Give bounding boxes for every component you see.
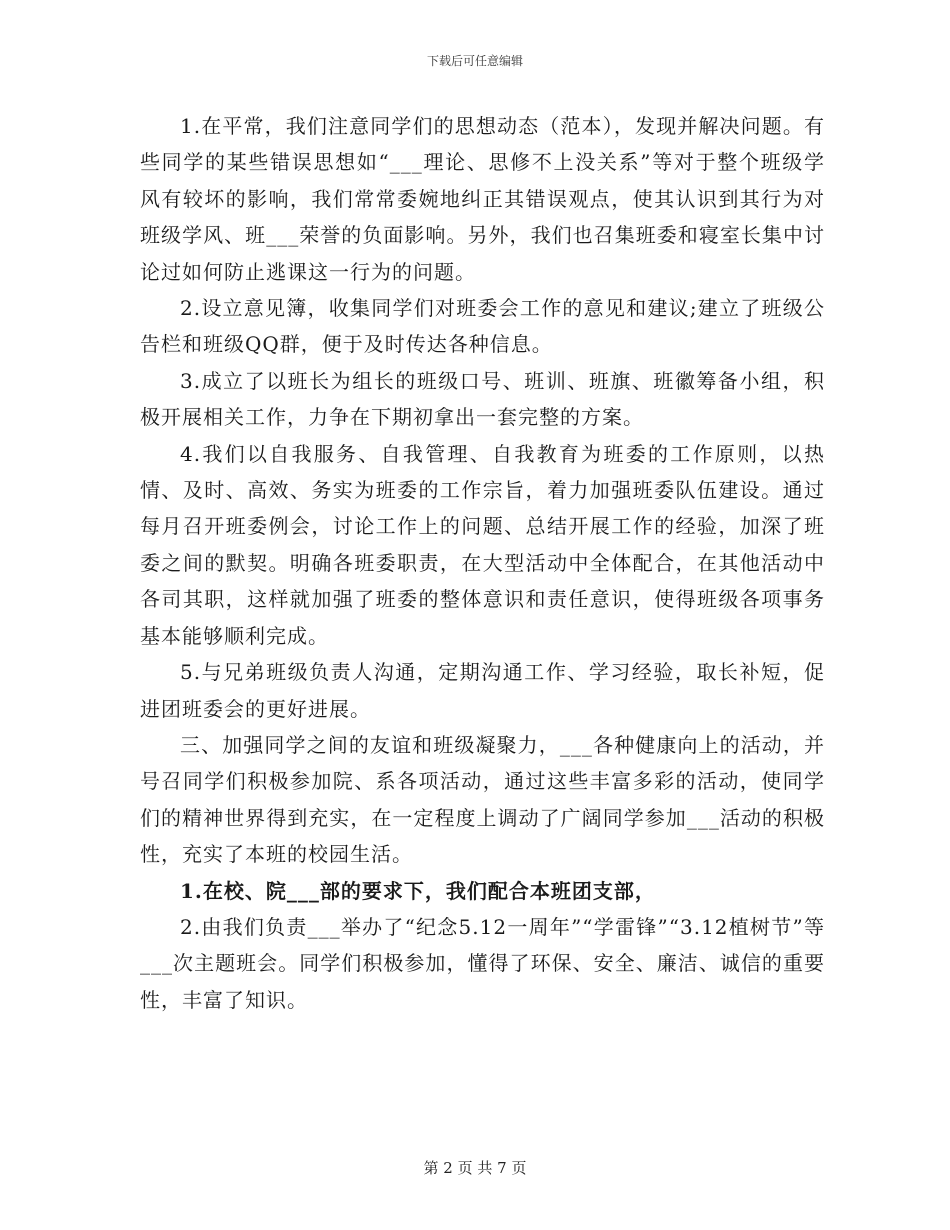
paragraph-2: 2.设立意见簿，收集同学们对班委会工作的意见和建议;建立了班级公告栏和班级QQ群，便于及时传达各种信息。: [140, 296, 825, 357]
paragraph-1: 1.在平常，我们注意同学们的思想动态（范本），发现并解决问题。有些同学的某些错误思想如“___理论、思修不上没关系”等对于整个班级学风有较坏的影响，我们常常委婉地纠正其错误观点，使其认识到其行为对班级学风、班___荣誉的负面影响。另外，我们也召集班委和寝室长集中讨论过如何防止逃课这一行为的问题。: [140, 114, 825, 284]
document-body: [140, 108, 825, 1018]
page-header: 下载后可任意编辑: [426, 54, 523, 68]
paragraph-5: 5.与兄弟班级负责人沟通，定期沟通工作、学习经验，取长补短，促进团班委会的更好进展。: [140, 660, 825, 721]
paragraph-4: 4.我们以自我服务、自我管理、自我教育为班委的工作原则，以热情、及时、高效、务实为班委的工作宗旨，着力加强班委队伍建设。通过每月召开班委例会，讨论工作上的问题、总结开展工作的经验，加深了班委之间的默契。明确各班委职责，在大型活动中全体配合，在其他活动中各司其职，这样就加强了班委的整体意识和责任意识，使得班级各项事务基本能够顺利完成。: [140, 441, 825, 648]
paragraph-section-3: 三、加强同学之间的友谊和班级凝聚力，___各种健康向上的活动，并号召同学们积极参加院、系各项活动，通过这些丰富多彩的活动，使同学们的精神世界得到充实，在一定程度上调动了广阔同学参加___活动的积极性，充实了本班的校园生活。: [140, 732, 825, 867]
page-footer: 第 2 页 共 7 页: [423, 1159, 527, 1177]
paragraph-last: 2.由我们负责___举办了“纪念5.12一周年”“学雷锋”“3.12植树节”等___次主题班会。同学们积极参加，懂得了环保、安全、廉洁、诚信的重要性，丰富了知识。: [140, 914, 825, 1012]
paragraph-3: 3.成立了以班长为组长的班级口号、班训、班旗、班徽筹备小组，积极开展相关工作，力争在下期初拿出一套完整的方案。: [140, 368, 825, 430]
paragraph-bold-item: 1.在校、院___部的要求下，我们配合本班团支部，: [180, 878, 656, 903]
